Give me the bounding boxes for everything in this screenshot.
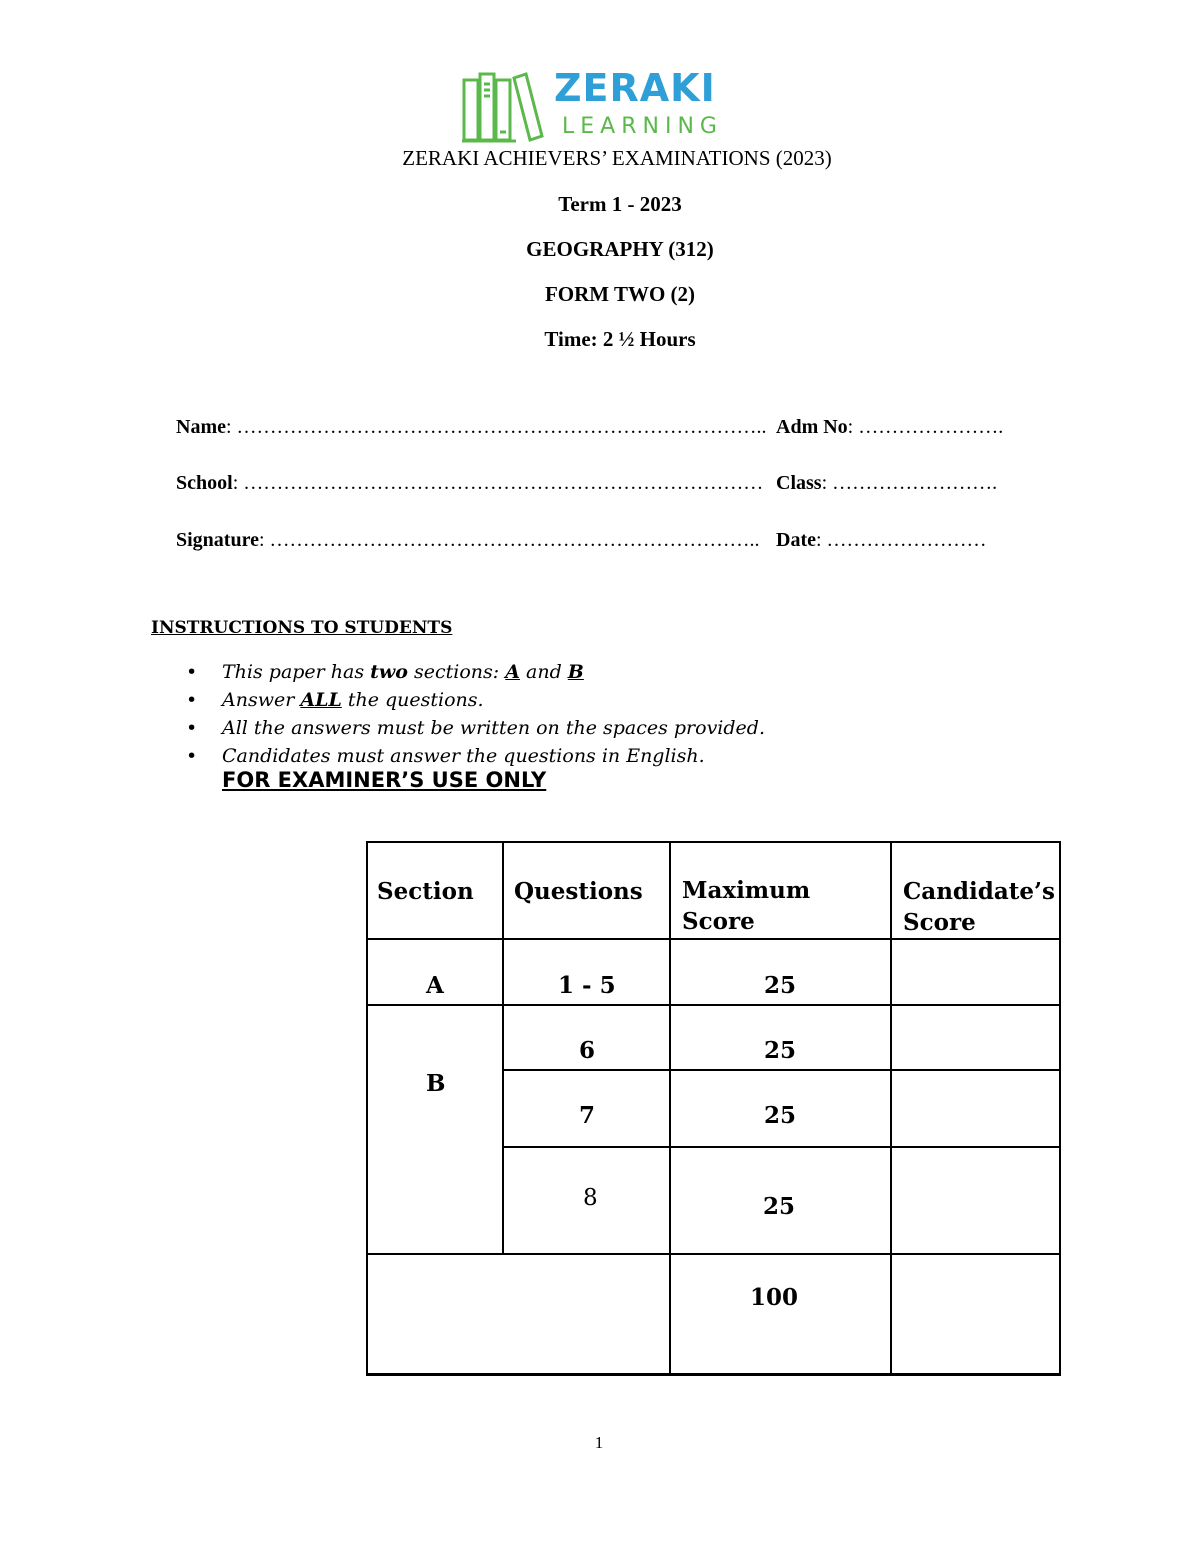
- logo-brand: ZERAKI: [554, 66, 716, 110]
- signature-field[interactable]: [176, 529, 760, 552]
- row-6-max: 25: [764, 1037, 797, 1064]
- cand-score-a[interactable]: [892, 940, 1059, 1004]
- instruction-item: • All the answers must be written on the spaces provided.: [186, 714, 765, 742]
- signature-label: Signature: [176, 529, 259, 551]
- row-a-questions: 1 - 5: [558, 972, 616, 999]
- header-section: Section: [377, 878, 474, 905]
- subject-line: GEOGRAPHY (312): [526, 237, 714, 261]
- form-line: FORM TWO (2): [544, 282, 696, 306]
- cand-score-total[interactable]: [892, 1255, 1059, 1373]
- header-cand-2: Score: [903, 909, 976, 936]
- instructions-title: INSTRUCTIONS TO STUDENTS: [151, 618, 453, 638]
- school-label: School: [176, 472, 233, 494]
- row-8-max: 25: [763, 1193, 796, 1220]
- row-7-max: 25: [764, 1102, 797, 1129]
- row-a-section: A: [426, 972, 444, 999]
- instruction-item: • Answer ALL the questions.: [186, 686, 765, 714]
- cand-score-8[interactable]: [892, 1148, 1059, 1253]
- name-label: Name: [176, 416, 226, 438]
- adm-label: Adm No: [776, 416, 848, 438]
- header-max-1: Maximum: [682, 877, 811, 904]
- date-field[interactable]: [776, 529, 987, 552]
- header-cand-1: Candidate’s: [903, 878, 1055, 905]
- name-dots: : ……………………………………………………………………..: [225, 416, 767, 438]
- school-dots: : ……………………………………………………………………: [232, 472, 764, 494]
- adm-field[interactable]: [776, 416, 1003, 439]
- cand-score-6[interactable]: [892, 1006, 1059, 1069]
- instructions-list: [186, 658, 765, 770]
- header-max-2: Score: [682, 908, 755, 935]
- instruction-item: • Candidates must answer the questions in English.: [186, 742, 765, 770]
- class-label: Class: [776, 472, 822, 494]
- exam-title: ZERAKI ACHIEVERS’ EXAMINATIONS (2023): [402, 146, 832, 170]
- total-max: 100: [750, 1284, 799, 1311]
- logo-sub: LEARNING: [562, 114, 723, 139]
- name-field[interactable]: [176, 416, 767, 439]
- class-dots: : …………………….: [821, 472, 998, 494]
- adm-dots: : ………………….: [847, 416, 1004, 438]
- row-6-questions: 6: [579, 1037, 596, 1064]
- books-icon: [460, 70, 548, 144]
- page-number: 1: [594, 1433, 604, 1452]
- instruction-item: • This paper has two sections: A and B: [186, 658, 765, 686]
- header-questions: Questions: [514, 878, 643, 905]
- examiner-heading: FOR EXAMINER’S USE ONLY: [222, 768, 547, 792]
- signature-dots: : ………………………………………………………………..: [258, 529, 760, 551]
- score-table: [366, 841, 1061, 1376]
- date-dots: : ……………………: [815, 529, 987, 551]
- row-8-questions: 8: [583, 1185, 598, 1211]
- term-line: Term 1 - 2023: [558, 192, 682, 216]
- zeraki-logo: [460, 66, 750, 144]
- date-label: Date: [776, 529, 816, 551]
- class-field[interactable]: [776, 472, 997, 495]
- row-b-section: B: [426, 1070, 446, 1097]
- time-line: Time: 2 ½ Hours: [544, 327, 696, 351]
- row-7-questions: 7: [579, 1102, 596, 1129]
- school-field[interactable]: [176, 472, 763, 495]
- cand-score-7[interactable]: [892, 1071, 1059, 1146]
- row-a-max: 25: [764, 972, 797, 999]
